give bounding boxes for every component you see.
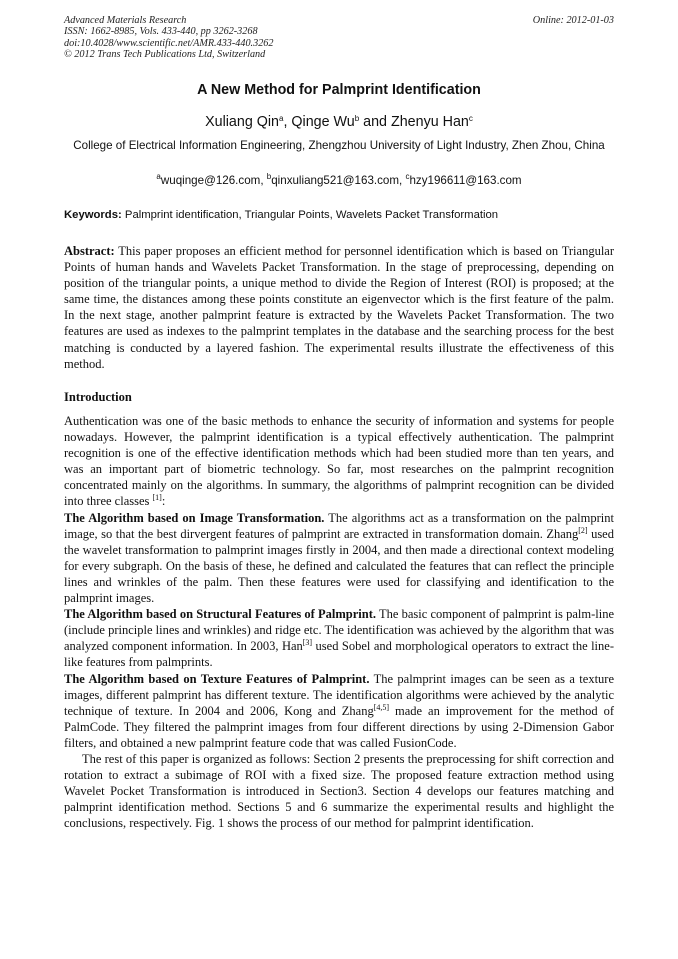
journal-header bbox=[64, 15, 614, 60]
paragraph-text: Authentication was one of the basic methods to enhance the security of information and systems for people nowadays. However, the palmprint identification is a typical effectively authentication. The palmprint recognition is one of the effective identification methods which had been studied more than ten years, and was an important part of biometric technology. So far, most researches on the palmprint recognition concentrated mainly on the algorithms. In summary, the algorithms of palmprint recognition can be divided into three classes bbox=[64, 414, 614, 509]
author-affil-mark: c bbox=[468, 114, 473, 123]
paragraph-text: used Sobel and morphological operators to extract the line-like features from palmprints. bbox=[64, 639, 614, 670]
paragraph-text: The basic component of palmprint is palm-line (include principle lines and wrinkles) and ridge etc. The identification was achieved by the algorithm that was analyzed component information. In 2003, Han bbox=[64, 607, 614, 654]
email-mark: b bbox=[266, 172, 272, 181]
email-mark: a bbox=[156, 172, 161, 181]
email-address[interactable]: hzy196611@163.com bbox=[409, 174, 522, 187]
doi-link[interactable]: doi:10.4028/www.scientific.net/AMR.433-440.3262 bbox=[64, 37, 274, 49]
introduction-body bbox=[64, 413, 614, 831]
abstract bbox=[64, 243, 614, 372]
paragraph bbox=[64, 606, 614, 670]
paragraph: The rest of this paper is organized as follows: Section 2 presents the preprocessing for shift correction and rotation to extract a subimage of ROI with a fixed size. The proposed feature extraction method using Wavelet Pocket Transformation is introduced in Section3. Section 4 develops our features matching and palmprint identification method. Sections 5 and 6 summarize the experimental results and highlight the conclusions, respectively. Fig. 1 shows the process of our method for palmprint identification. bbox=[64, 751, 614, 831]
paragraph bbox=[64, 510, 614, 607]
affiliation: College of Electrical Information Engineering, Zhengzhou University of Light Industry, Zhen Zhou, China bbox=[73, 139, 605, 152]
author-separator: , bbox=[283, 114, 292, 130]
email-separator: , bbox=[399, 174, 406, 187]
abstract-text: This paper proposes an efficient method for personnel identification which is based on Triangular Points of human hands and Wavelets Packet Transformation. In the stage of preprocessing, depending on position of the triangular points, a unique method to divide the Region of Interest (ROI) is proposed; at the same time, the distances among these points constitute an eigenvector which is the first feature of the palm. In the next stage, another palmprint feature is extracted by the Wavelets Packet Transformation. The two features are used as indexes to the palmprint templates in the database and the searching process for the best matching is conducted by a layered fashion. The experimental results illustrate the effectiveness of this method. bbox=[64, 244, 615, 371]
paragraph-text: The palmprint images can be seen as a texture images, different palmprint has different texture. The identification algorithms were achieved by the analytic technique of texture. In 2004 and 2006, Kong and Zhang bbox=[64, 671, 615, 718]
email-mark: c bbox=[405, 172, 410, 181]
subsection-heading: The Algorithm based on Structural Features of Palmprint. bbox=[64, 607, 376, 622]
keywords-text: Palmprint identification, Triangular Points, Wavelets Packet Transformation bbox=[124, 209, 499, 221]
paragraph-text: : bbox=[161, 494, 166, 509]
keywords-label: Keywords: bbox=[64, 209, 122, 221]
abstract-label: Abstract: bbox=[64, 244, 115, 258]
subsection-heading: The Algorithm based on Texture Features of Palmprint. bbox=[64, 671, 370, 686]
author-name: Zhenyu Han bbox=[391, 114, 469, 130]
author-affil-mark: b bbox=[354, 114, 360, 123]
paragraph-text: made an improvement for the method of PalmCode. They filtered the palmprint images from four different directions by using 2-Dimension Gabor filters, and obtained a new palmprint feature code that was called FusionCode. bbox=[64, 703, 614, 750]
author-name: Xuliang Qin bbox=[205, 114, 280, 130]
section-heading-introduction: Introduction bbox=[64, 390, 132, 404]
email-separator: , bbox=[260, 174, 267, 187]
subsection-heading: The Algorithm based on Image Transformation. bbox=[64, 510, 325, 525]
paragraph bbox=[64, 671, 614, 751]
citation[interactable]: [3] bbox=[302, 638, 313, 648]
paragraph bbox=[64, 413, 614, 510]
paragraph-text: used the wavelet transformation to palmprint images firstly in 2004, and then made a directional context modeling for every subgraph. On the basis of these, he defined and calculated the features that can reflect the principle lines and wrinkles of the palm. Then these features were used for classifying and identification to the palmprint images. bbox=[64, 526, 614, 606]
paragraph-text: The algorithms act as a transformation on the palmprint image, so that the best dirvergent features of palmprint are extracted in transformation domain. Zhang bbox=[64, 510, 614, 541]
citation[interactable]: [1] bbox=[152, 493, 162, 503]
author-name: Qinge Wu bbox=[291, 114, 355, 130]
citation[interactable]: [4,5] bbox=[373, 702, 390, 712]
citation[interactable]: [2] bbox=[578, 525, 588, 535]
email-address[interactable]: wuqinge@126.com bbox=[160, 174, 261, 187]
issn-line: ISSN: 1662-8985, Vols. 433-440, pp 3262-3268 bbox=[64, 26, 258, 38]
copyright-line: © 2012 Trans Tech Publications Ltd, Switzerland bbox=[64, 48, 266, 60]
author-list bbox=[0, 114, 678, 130]
email-address[interactable]: qinxuliang521@163.com bbox=[271, 174, 400, 187]
paper-title: A New Method for Palmprint Identification bbox=[197, 82, 481, 98]
online-date: Online: 2012-01-03 bbox=[532, 15, 614, 26]
author-affil-mark: a bbox=[279, 114, 284, 123]
author-separator: and bbox=[359, 114, 391, 130]
keywords bbox=[64, 209, 614, 221]
journal-name: Advanced Materials Research bbox=[64, 15, 187, 26]
author-emails bbox=[0, 174, 678, 187]
